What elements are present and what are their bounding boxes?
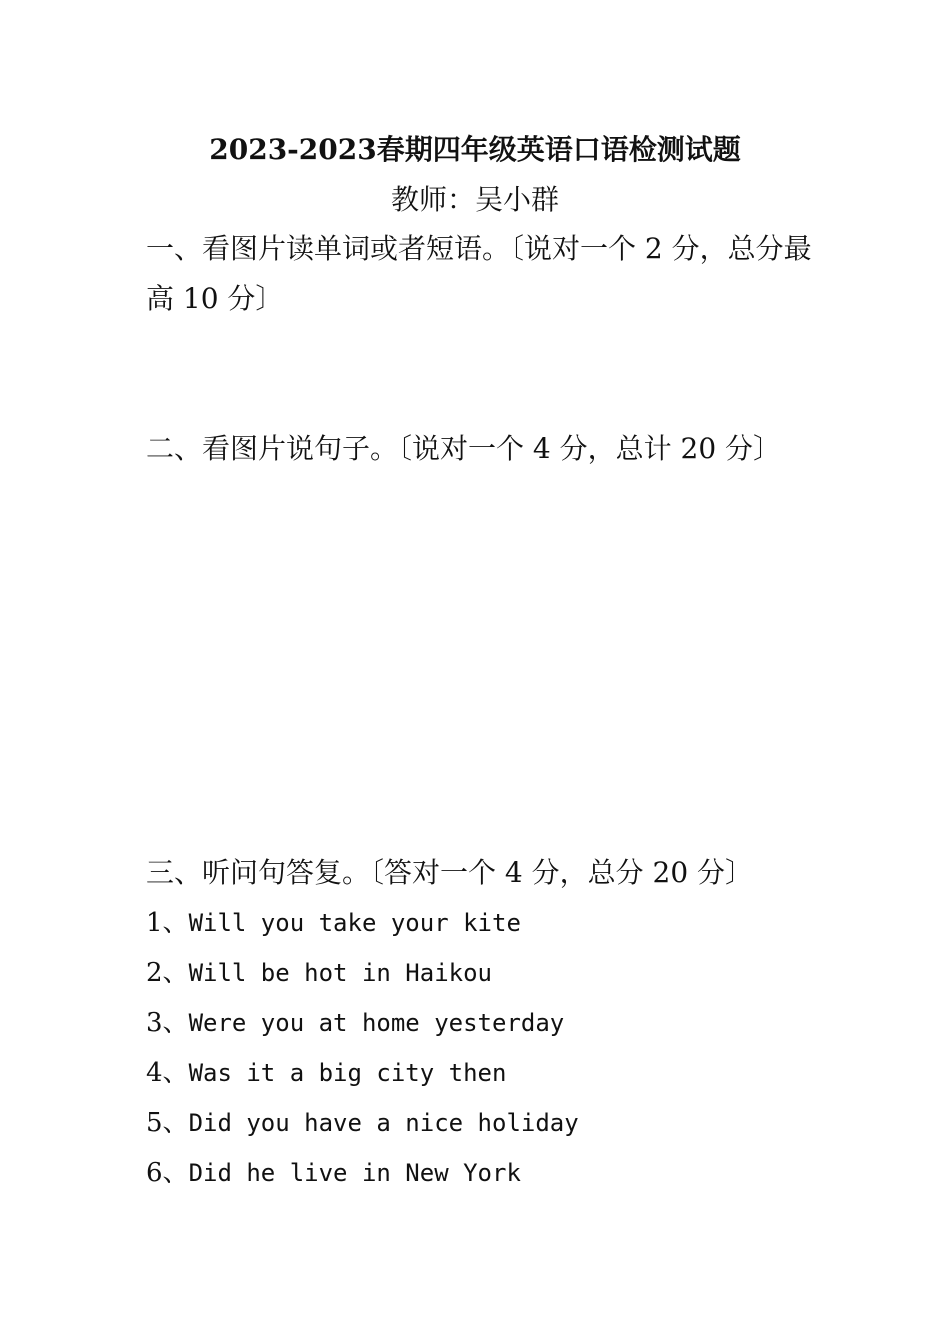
- teacher-name: 教师：吴小群: [390, 183, 559, 216]
- document-title: 2023-2023春期四年级英语口语检测试题: [209, 133, 741, 166]
- question-text: Did you have a nice holiday: [188, 1109, 579, 1137]
- question-text: Was it a big city then: [188, 1059, 507, 1087]
- question-number: 1: [146, 908, 163, 938]
- question-text: Will be hot in Haikou: [188, 959, 492, 987]
- question-number: 5: [146, 1108, 163, 1138]
- question-item: 4、Was it a big city then: [146, 1058, 507, 1088]
- question-item: 5、Did you have a nice holiday: [146, 1108, 579, 1138]
- question-item: 1、Will you take your kite: [146, 908, 521, 938]
- section-3-heading: 三、听问句答复。〔答对一个 4 分，总分 20 分〕: [146, 856, 754, 889]
- question-number: 6: [146, 1158, 163, 1188]
- section-2-heading: 二、看图片说句子。〔说对一个 4 分，总计 20 分〕: [146, 432, 782, 465]
- question-text: Did he live in New York: [188, 1159, 521, 1187]
- question-item: 2、Will be hot in Haikou: [146, 958, 492, 988]
- question-number: 2: [146, 958, 163, 988]
- section-1-heading: 一、看图片读单词或者短语。〔说对一个 2 分，总分最高 10 分〕: [146, 232, 812, 315]
- question-item: 3、Were you at home yesterday: [146, 1008, 565, 1038]
- question-list: [146, 898, 846, 1198]
- question-item: 6、Did he live in New York: [146, 1158, 521, 1188]
- question-number: 4: [146, 1058, 163, 1088]
- question-text: Will you take your kite: [188, 909, 521, 937]
- question-text: Were you at home yesterday: [188, 1009, 565, 1037]
- question-number: 3: [146, 1008, 163, 1038]
